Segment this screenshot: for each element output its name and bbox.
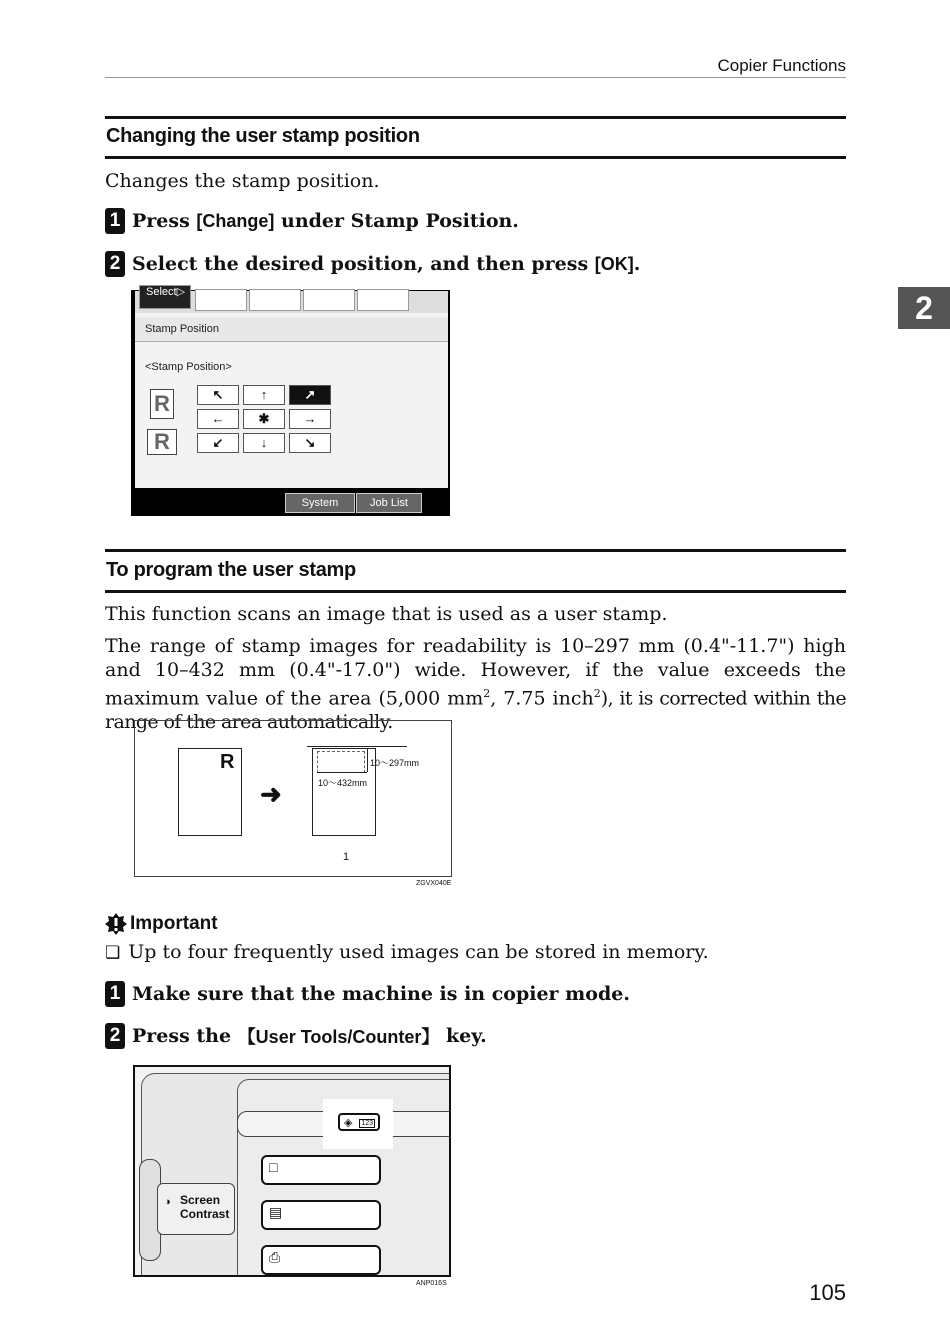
position-top-button[interactable]: ↑ <box>243 385 285 405</box>
section-bottom-rule <box>105 590 846 593</box>
position-center-button[interactable]: ✱ <box>243 409 285 429</box>
position-bottom-left-button[interactable]: ↙ <box>197 433 239 453</box>
important-item <box>105 941 709 963</box>
contrast-icon: ◑ <box>164 1196 171 1208</box>
user-tools-counter-key[interactable] <box>338 1113 380 1131</box>
tab-2[interactable] <box>195 289 247 311</box>
section-title: To program the user stamp <box>106 559 356 581</box>
step-text-post: . <box>633 253 641 275</box>
step-text-post: under Stamp Position. <box>274 210 519 232</box>
position-top-left-button[interactable]: ↖ <box>197 385 239 405</box>
range-text-part-a: The range of stamp images for readability is 10–297 mm (0.4"-11.7") high and 10–432 mm (0.4"-17.0") wide. However, if the value exceeds the maximum value of the area (5,000 mm <box>105 635 846 710</box>
stamp-preview-1: R <box>150 389 174 419</box>
step-1 <box>105 981 630 1007</box>
superscript: 2 <box>593 687 601 700</box>
step-number: 1 <box>105 208 125 234</box>
panel-title: Stamp Position <box>145 323 219 335</box>
stamp-position-screenshot <box>131 286 450 527</box>
control-panel-illustration <box>133 1065 451 1277</box>
step-number: 1 <box>105 981 125 1007</box>
tab-4[interactable] <box>303 289 355 311</box>
step-text-pre: Press <box>132 210 197 232</box>
position-left-button[interactable]: ← <box>197 409 239 429</box>
screen-contrast-key[interactable] <box>157 1183 235 1235</box>
callout-number: 1 <box>343 851 350 863</box>
top-guide-line <box>307 746 407 747</box>
step-text: Make sure that the machine is in copier mode. <box>132 983 630 1005</box>
stamp-size-diagram <box>134 720 452 877</box>
important-heading <box>105 913 218 935</box>
arrow-icon: ➜ <box>260 779 282 809</box>
width-range-label: 10～432mm <box>318 778 368 788</box>
section-title: Changing the user stamp position <box>106 125 420 147</box>
header-rule <box>105 77 846 78</box>
step-1 <box>105 208 519 234</box>
ok-key-label: [OK] <box>594 253 634 274</box>
key-badge: 123 <box>361 1120 373 1127</box>
screen-label: Screen <box>180 1193 221 1207</box>
document-server-icon: ▤ <box>269 1204 283 1220</box>
superscript: 2 <box>483 687 491 700</box>
checkbox-bullet-icon: ❏ <box>105 943 121 963</box>
tab-bar <box>135 286 448 313</box>
description-text: This function scans an image that is used as a user stamp. <box>105 603 668 625</box>
range-text-part-c: ), it is corrected within the range of the area automatically. <box>105 687 847 734</box>
step-text-pre: Select the desired position, and then press <box>132 253 595 275</box>
step-text-pre: Press the <box>132 1025 238 1047</box>
height-dimension-line <box>367 748 368 772</box>
screen-panel <box>135 286 448 488</box>
contrast-label: Contrast <box>180 1207 230 1221</box>
tab-5[interactable] <box>357 289 409 311</box>
tab-3[interactable] <box>249 289 301 311</box>
job-list-button[interactable]: Job List <box>356 493 422 513</box>
page-number: 105 <box>809 1280 846 1305</box>
position-top-right-button[interactable]: ↗ <box>289 385 331 405</box>
step-2 <box>105 251 640 277</box>
change-key-label: [Change] <box>196 210 275 231</box>
figure-code: ZGVX040E <box>416 880 452 887</box>
group-label: <Stamp Position> <box>145 361 232 373</box>
important-icon <box>105 913 127 935</box>
step-text-post: key. <box>439 1025 487 1047</box>
printer-key[interactable] <box>261 1245 381 1275</box>
original-letter: R <box>220 751 235 773</box>
document-server-key[interactable] <box>261 1200 381 1230</box>
tab-select[interactable]: Select▷ <box>139 285 191 309</box>
settings-diamond-icon: ◈ <box>344 1117 353 1129</box>
position-bottom-right-button[interactable]: ↘ <box>289 433 331 453</box>
figure-code: ANP016S <box>416 1280 447 1287</box>
section-bottom-rule <box>105 156 846 159</box>
chapter-tab: 2 <box>898 287 950 329</box>
system-status-button[interactable]: System Status <box>285 493 355 513</box>
step-2 <box>105 1023 487 1049</box>
section-top-rule <box>105 549 846 552</box>
important-item-text: Up to four frequently used images can be stored in memory. <box>128 941 709 963</box>
range-text-part-b: , 7.75 inch <box>490 687 594 710</box>
user-tools-key-label: 【User Tools/Counter】 <box>237 1027 440 1047</box>
position-right-button[interactable]: → <box>289 409 331 429</box>
important-title: Important <box>130 913 218 934</box>
width-dimension-line <box>317 772 367 773</box>
step-number: 2 <box>105 1023 125 1049</box>
height-range-label: 10～297mm <box>370 758 420 768</box>
step-number: 2 <box>105 251 125 277</box>
printer-icon: ⎙ <box>269 1249 281 1265</box>
section-top-rule <box>105 116 846 119</box>
copy-icon: □ <box>269 1159 278 1175</box>
copy-mode-key[interactable] <box>261 1155 381 1185</box>
running-header: Copier Functions <box>717 56 846 75</box>
intro-text: Changes the stamp position. <box>105 170 380 192</box>
stamp-area <box>317 751 365 773</box>
position-bottom-button[interactable]: ↓ <box>243 433 285 453</box>
stamp-preview-2: R <box>147 429 177 455</box>
